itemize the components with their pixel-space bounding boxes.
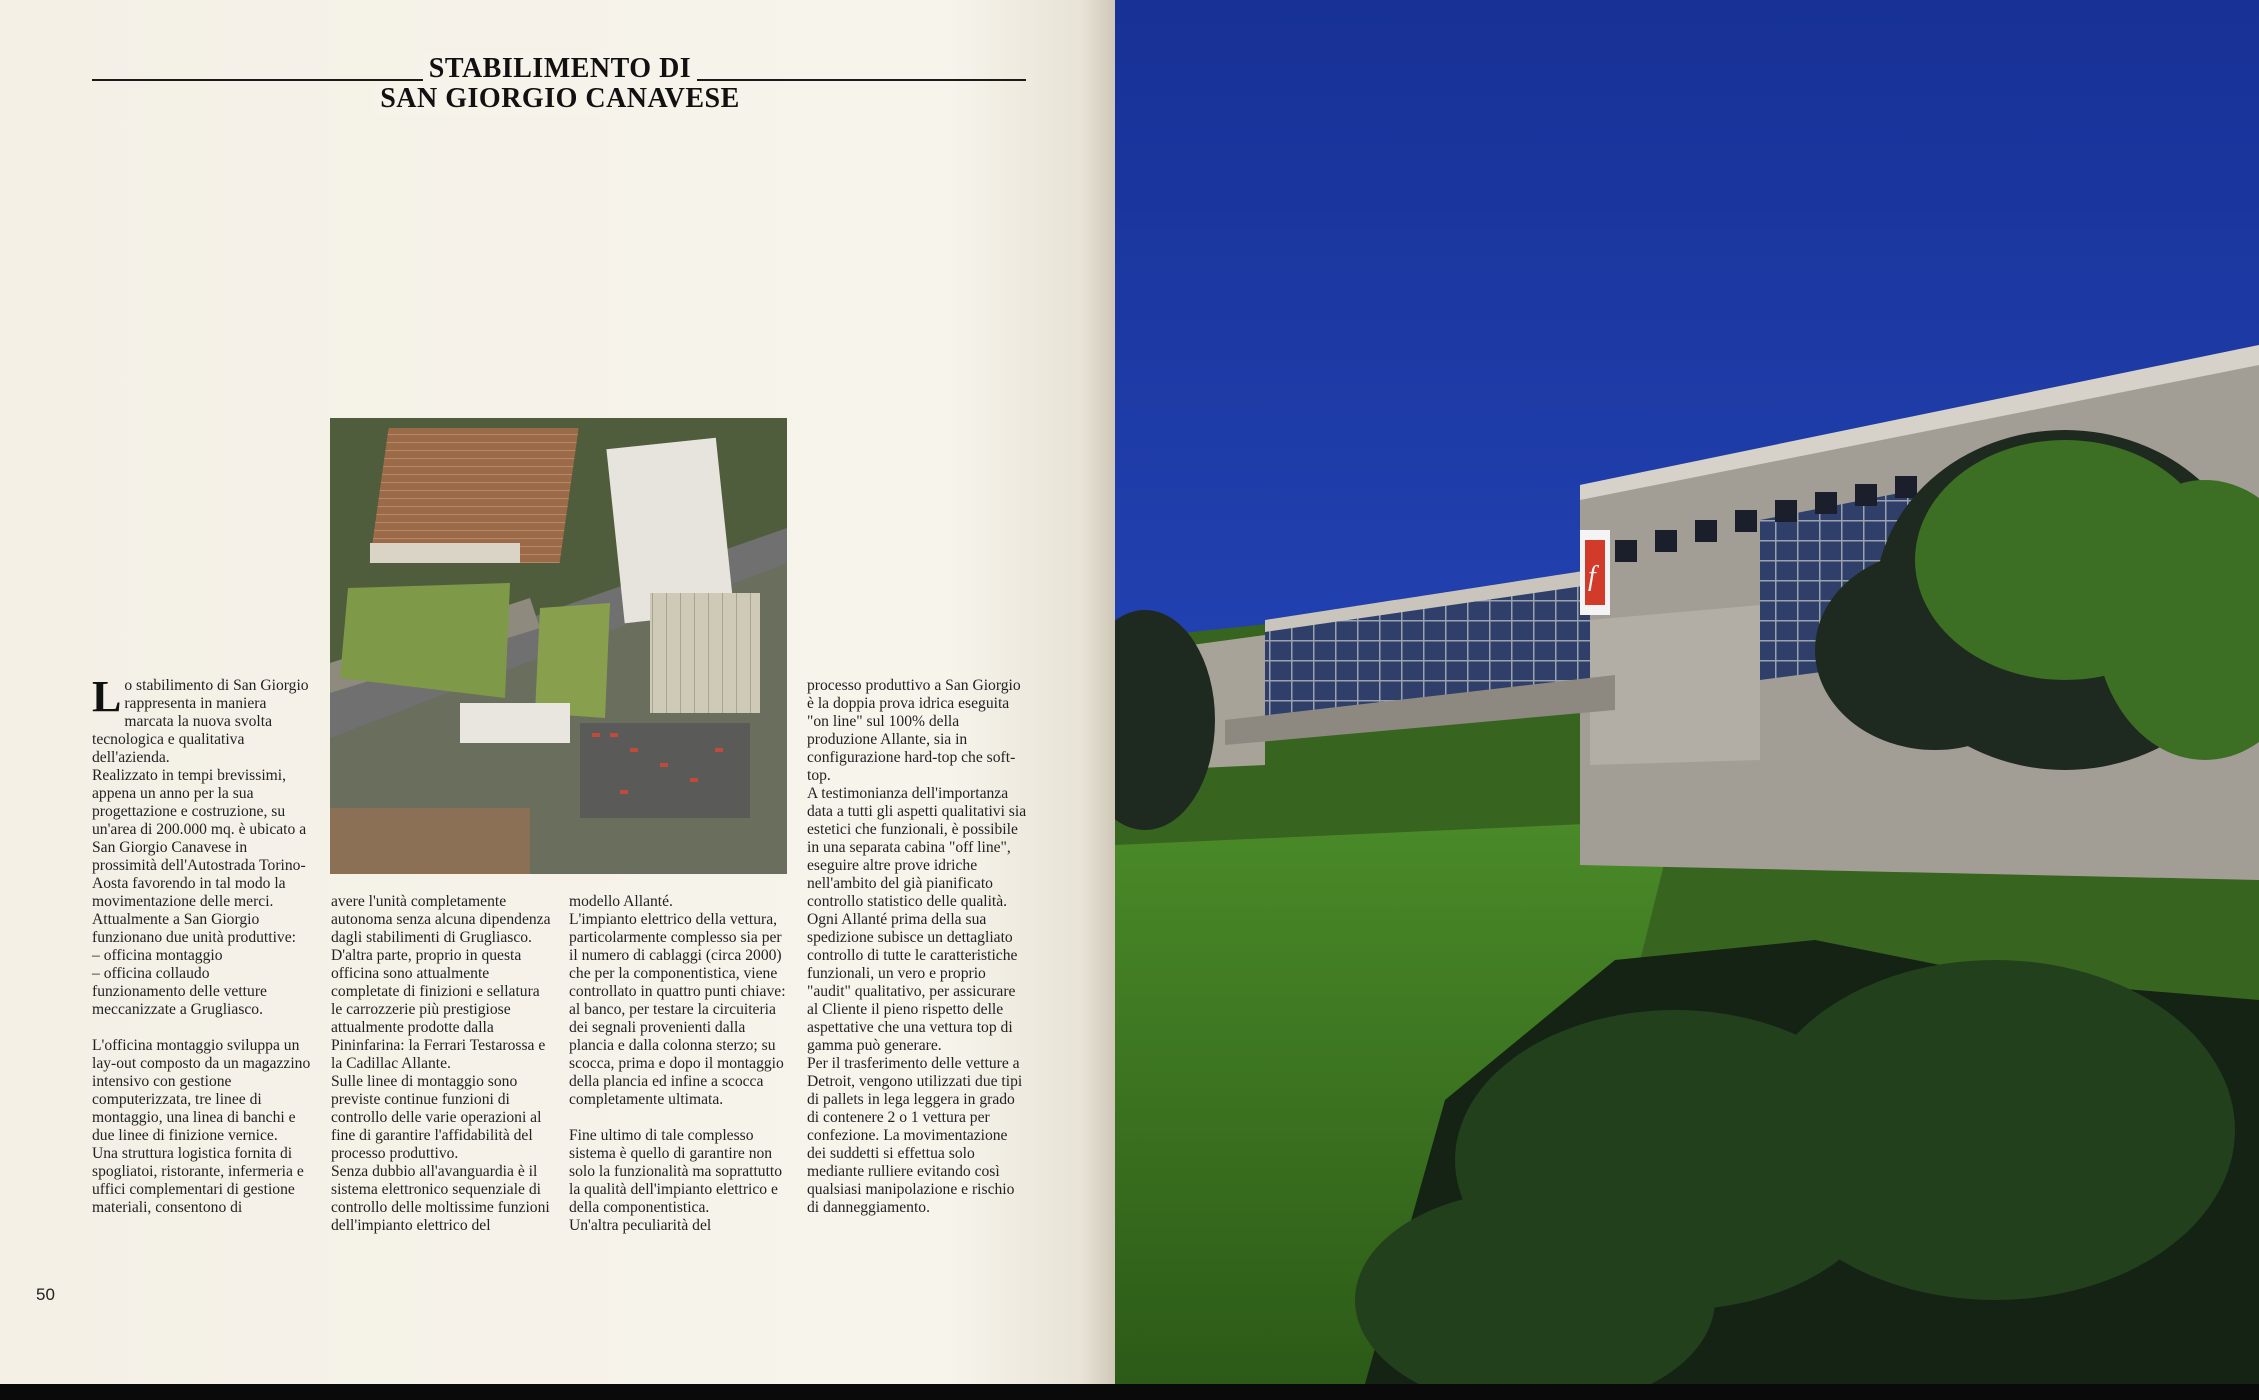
- scan-bottom-edge: [0, 1384, 2259, 1400]
- text-column-3: modello Allanté. L'impianto elettrico della vettura, particolarmente complesso sia per il numero di cablaggi (circa 2000) che per la componentistica, viene controllato in quattro punti chiave: al banco, per testare la circuiteria dei segnali provenienti dalla plancia e dalla colonna sterzo; su scocca, prima e dopo il montaggio della plancia ed infine a scocca completamente ultimata. Fine ultimo di tale complesso sistema è quello di garantire non solo la funzionalità ma soprattutto la qualità dell'impianto elettrico e della componentistica. Un'altra peculiarità del: [569, 893, 786, 1234]
- title-line-2: SAN GIORGIO CANAVESE: [374, 84, 746, 114]
- text-column-4: processo produttivo a San Giorgio è la doppia prova idrica eseguita "on line" sul 100% della produzione Allante, sia in configurazione hard-top che soft-top. A testimonianza dell'importanza data a tutti gli aspetti qualitativi sia estetici che funzionali, è possibile in una separata cabina "off line", eseguire altre prove idriche nell'ambito del già pianificato controllo statistico delle qualità. Ogni Allanté prima della sua spedizione subisce un dettagliato controllo di tutte le caratteristiche funzionali, un vero e proprio "audit" qualitativo, per assicurare al Cliente il pieno rispetto delle aspettative che una vettura top di gamma può generare. Per il trasferimento delle vetture a Detroit, vengono utilizzati due tipi di pallets in lega leggera in grado di contenere 2 o 1 vettura per confezione. La movimentazione dei suddetti si effettua solo mediante rulliere evitando così qualsiasi manipolazione e rischio di danneggiamento.: [807, 677, 1027, 1216]
- text-column-1: [92, 672, 312, 1217]
- column-1-body: o stabilimento di San Giorgio rappresenta in maniera marcata la nuova svolta tecnologica e qualitativa dell'azienda. Realizzato in tempi brevissimi, appena un anno per la sua progettazione e costruzione, su un'area di 200.000 mq. è ubicato a San Giorgio Canavese in prossimità dell'Autostrada Torino-Aosta favorendo in tal modo la movimentazione delle merci. Attualmente a San Giorgio funzionano due unità produttive: – officina montaggio – officina collaudo funzionamento delle vetture meccanizzate a Grugliasco. L'officina montaggio sviluppa un lay-out composto da un magazzino intensivo con gestione computerizzata, tre linee di montaggio, una linea di banchi e due linee di finizione vernice. Una struttura logistica fornita di spogliatoi, ristorante, infermeria e uffici complementari di gestione materiali, consentono di: [92, 677, 311, 1216]
- drop-cap: L: [92, 672, 122, 721]
- right-page: [1115, 0, 2259, 1384]
- page-title: [300, 54, 820, 114]
- title-line-1: STABILIMENTO DI: [423, 54, 697, 84]
- svg-text:f: f: [1588, 561, 1596, 592]
- aerial-factory-photo: [330, 418, 787, 874]
- text-column-2: avere l'unità completamente autonoma senza alcuna dipendenza dagli stabilimenti di Grugliasco. D'altra parte, proprio in questa officina sono attualmente completate di finizioni e sellatura le carrozzerie più prestigiose attualmente prodotte dalla Pininfarina: la Ferrari Testarossa e la Cadillac Allante. Sulle linee di montaggio sono previste continue funzioni di controllo delle varie operazioni al fine di garantire l'affidabilità del processo produttivo. Senza dubbio all'avanguardia è il sistema elettronico sequenziale di controllo delle moltissime funzioni dell'impianto elettrico del: [331, 893, 551, 1234]
- factory-building-photo: [1115, 0, 2259, 1384]
- page-number: 50: [36, 1285, 55, 1304]
- left-page: [0, 0, 1115, 1384]
